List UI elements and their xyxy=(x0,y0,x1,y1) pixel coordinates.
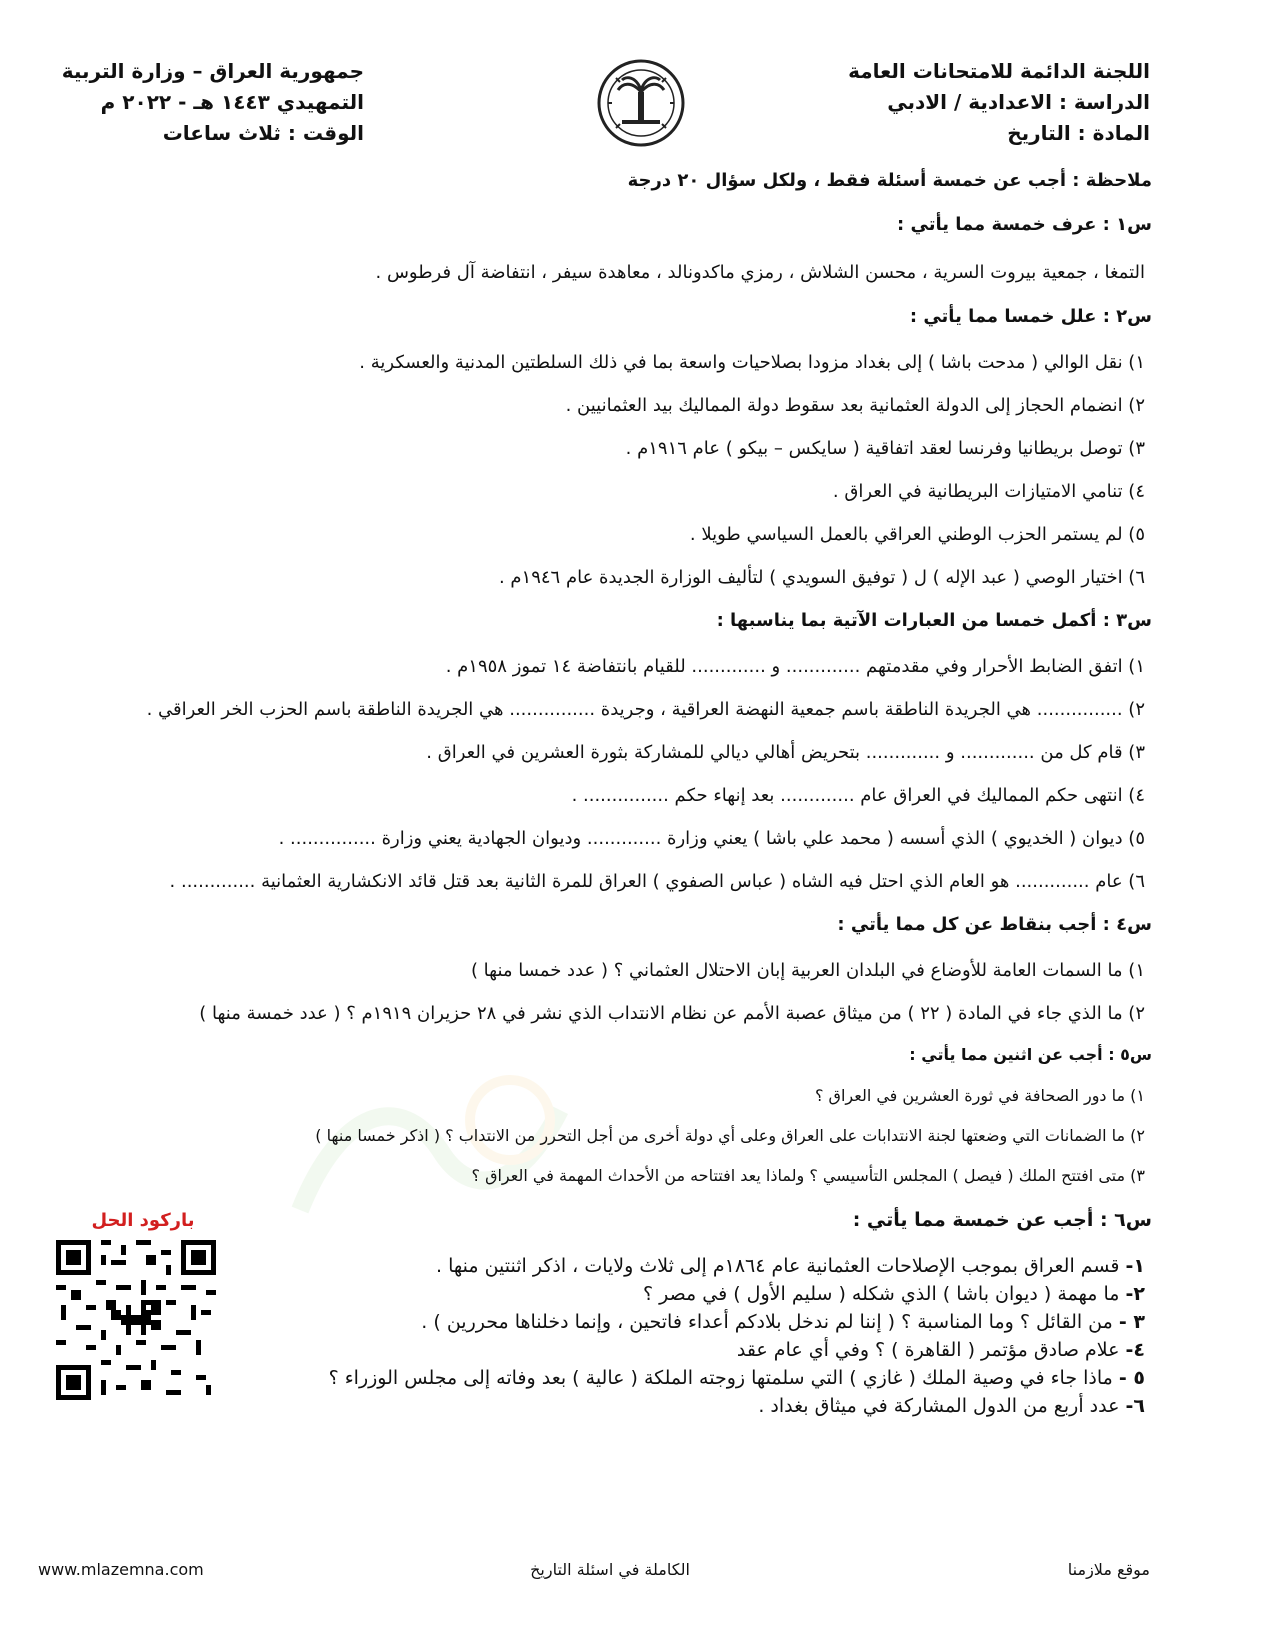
question-6-item-number: ٤- xyxy=(1125,1339,1145,1361)
question-6-item-6 xyxy=(758,1395,1145,1417)
question-3-item-6: ٦) عام ............. هو العام الذي احتل فيه الشاه ( عباس الصفوي ) العراق للمرة الثانية بعد قتل قائد الانكشارية العثمانية ............. . xyxy=(169,871,1145,892)
qr-label: باركود الحل xyxy=(91,1210,195,1231)
question-4-title: س٤ : أجب بنقاط عن كل مما يأتي : xyxy=(837,914,1152,935)
question-6-item-number: ٦- xyxy=(1125,1395,1145,1417)
question-2-title: س٢ : علل خمسا مما يأتي : xyxy=(909,306,1152,327)
question-2-item-2: ٢) انضمام الحجاز إلى الدولة العثمانية بعد سقوط دولة المماليك بيد العثمانيين . xyxy=(565,395,1145,416)
exam-date: التمهيدي ١٤٤٣ هـ - ٢٠٢٢ م xyxy=(100,90,364,114)
question-6-item-number: ٣ - xyxy=(1118,1311,1145,1333)
question-4-item-1: ١) ما السمات العامة للأوضاع في البلدان العربية إبان الاحتلال العثماني ؟ ( عدد خمسا منها ) xyxy=(470,960,1145,981)
question-6-item-text: قسم العراق بموجب الإصلاحات العثمانية عام ١٨٦٤م إلى ثلاث ولايات ، اذكر اثنتين منها . xyxy=(436,1255,1120,1277)
study-branch: الدراسة : الاعدادية / الادبي xyxy=(887,90,1150,114)
question-3-item-1: ١) اتفق الضابط الأحرار وفي مقدمتهم ............. و ............. للقيام بانتفاضة ١٤ تموز ١٩٥٨م . xyxy=(445,656,1145,677)
subject: المادة : التاريخ xyxy=(1007,121,1150,145)
question-6-item-text: من القائل ؟ وما المناسبة ؟ ( إننا لم ندخل بلادكم أعداء فاتحين ، وإنما دخلناها محررين ) . xyxy=(421,1311,1113,1333)
question-2-item-4: ٤) تنامي الامتيازات البريطانية في العراق . xyxy=(832,481,1145,502)
question-6-item-1 xyxy=(436,1255,1145,1277)
question-2-item-3: ٣) توصل بريطانيا وفرنسا لعقد اتفاقية ( سايكس – بيكو ) عام ١٩١٦م . xyxy=(625,438,1145,459)
footer-website[interactable]: www.mlazemna.com xyxy=(38,1560,204,1579)
exam-note: ملاحظة : أجب عن خمسة أسئلة فقط ، ولكل سؤال ٢٠ درجة xyxy=(627,170,1152,191)
question-3-item-5: ٥) ديوان ( الخديوي ) الذي أسسه ( محمد علي باشا ) يعني وزارة ............. وديوان الجهادية يعني وزارة ............... . xyxy=(278,828,1145,849)
question-1-item: التمغا ، جمعية بيروت السرية ، محسن الشلاش ، رمزي ماكدونالد ، معاهدة سيفر ، انتفاضة آل فرطوس . xyxy=(375,262,1145,283)
question-2-item-1: ١) نقل الوالي ( مدحت باشا ) إلى بغداد مزودا بصلاحيات واسعة بما في ذلك السلطتين المدنية والعسكرية . xyxy=(359,352,1145,373)
question-6-item-5 xyxy=(329,1367,1145,1389)
question-4-item-2: ٢) ما الذي جاء في المادة ( ٢٢ ) من ميثاق عصبة الأمم عن نظام الانتداب الذي نشر في ٢٨ حزيران ١٩١٩م ؟ ( عدد خمسة منها ) xyxy=(199,1003,1145,1024)
question-1-title: س١ : عرف خمسة مما يأتي : xyxy=(897,214,1152,235)
header-right xyxy=(680,56,1150,149)
header-left xyxy=(44,56,364,149)
question-6-item-text: ما مهمة ( ديوان باشا ) الذي شكله ( سليم الأول ) في مصر ؟ xyxy=(642,1283,1120,1305)
question-5-title: س٥ : أجب عن اثنين مما يأتي : xyxy=(909,1045,1152,1064)
footer-center: الكاملة في اسئلة التاريخ xyxy=(530,1560,690,1579)
question-5-item-2: ٢) ما الضمانات التي وضعتها لجنة الانتدابات على العراق وعلى أي دولة أخرى من أجل التحرر من الانتداب ؟ ( اذكر خمسا منها ) xyxy=(315,1126,1145,1145)
exam-time: الوقت : ثلاث ساعات xyxy=(162,121,364,145)
ministry-name: جمهورية العراق – وزارة التربية xyxy=(61,59,364,83)
question-6-item-4 xyxy=(737,1339,1145,1361)
question-3-item-3: ٣) قام كل من ............. و ............. بتحريض أهالي ديالي للمشاركة بثورة العشرين في العراق . xyxy=(426,742,1145,763)
question-2-item-5: ٥) لم يستمر الحزب الوطني العراقي بالعمل السياسي طويلا . xyxy=(689,524,1145,545)
question-6-item-3 xyxy=(421,1311,1145,1333)
committee-name: اللجنة الدائمة للامتحانات العامة xyxy=(848,59,1150,83)
question-5-item-3: ٣) متى افتتح الملك ( فيصل ) المجلس التأسيسي ؟ ولماذا يعد افتتاحه من الأحداث المهمة في العراق ؟ xyxy=(471,1166,1145,1185)
question-6-item-text: ماذا جاء في وصية الملك ( غازي ) التي سلمتها زوجته الملكة ( عالية ) بعد وفاته إلى مجلس الوزراء ؟ xyxy=(328,1367,1113,1389)
ministry-seal-icon xyxy=(596,58,686,148)
question-5-item-1: ١) ما دور الصحافة في ثورة العشرين في العراق ؟ xyxy=(814,1086,1145,1105)
question-3-item-4: ٤) انتهى حكم المماليك في العراق عام ............. بعد إنهاء حكم ............... . xyxy=(571,785,1145,806)
question-6-item-number: ٥ - xyxy=(1118,1367,1145,1389)
question-3-item-2: ٢) ............... هي الجريدة الناطقة باسم جمعية النهضة العراقية ، وجريدة ............... هي الجريدة الناطقة باسم الحزب الخر العراقي . xyxy=(146,699,1145,720)
question-3-title: س٣ : أكمل خمسا من العبارات الآتية بما يناسبها : xyxy=(716,610,1152,631)
qr-code-icon[interactable] xyxy=(56,1240,216,1400)
question-6-item-2 xyxy=(643,1283,1145,1305)
site-watermark xyxy=(280,1050,580,1250)
question-6-item-text: عدد أربع من الدول المشاركة في ميثاق بغداد . xyxy=(758,1395,1120,1417)
question-6-item-number: ٢- xyxy=(1125,1283,1145,1305)
footer-site-name: موقع ملازمنا xyxy=(1067,1560,1150,1579)
question-6-title: س٦ : أجب عن خمسة مما يأتي : xyxy=(852,1209,1152,1231)
question-6-item-text: علام صادق مؤتمر ( القاهرة ) ؟ وفي أي عام عقد xyxy=(736,1339,1120,1361)
question-2-item-6: ٦) اختيار الوصي ( عبد الإله ) ل ( توفيق السويدي ) لتأليف الوزارة الجديدة عام ١٩٤٦م . xyxy=(498,567,1145,588)
question-6-item-number: ١- xyxy=(1125,1255,1145,1277)
